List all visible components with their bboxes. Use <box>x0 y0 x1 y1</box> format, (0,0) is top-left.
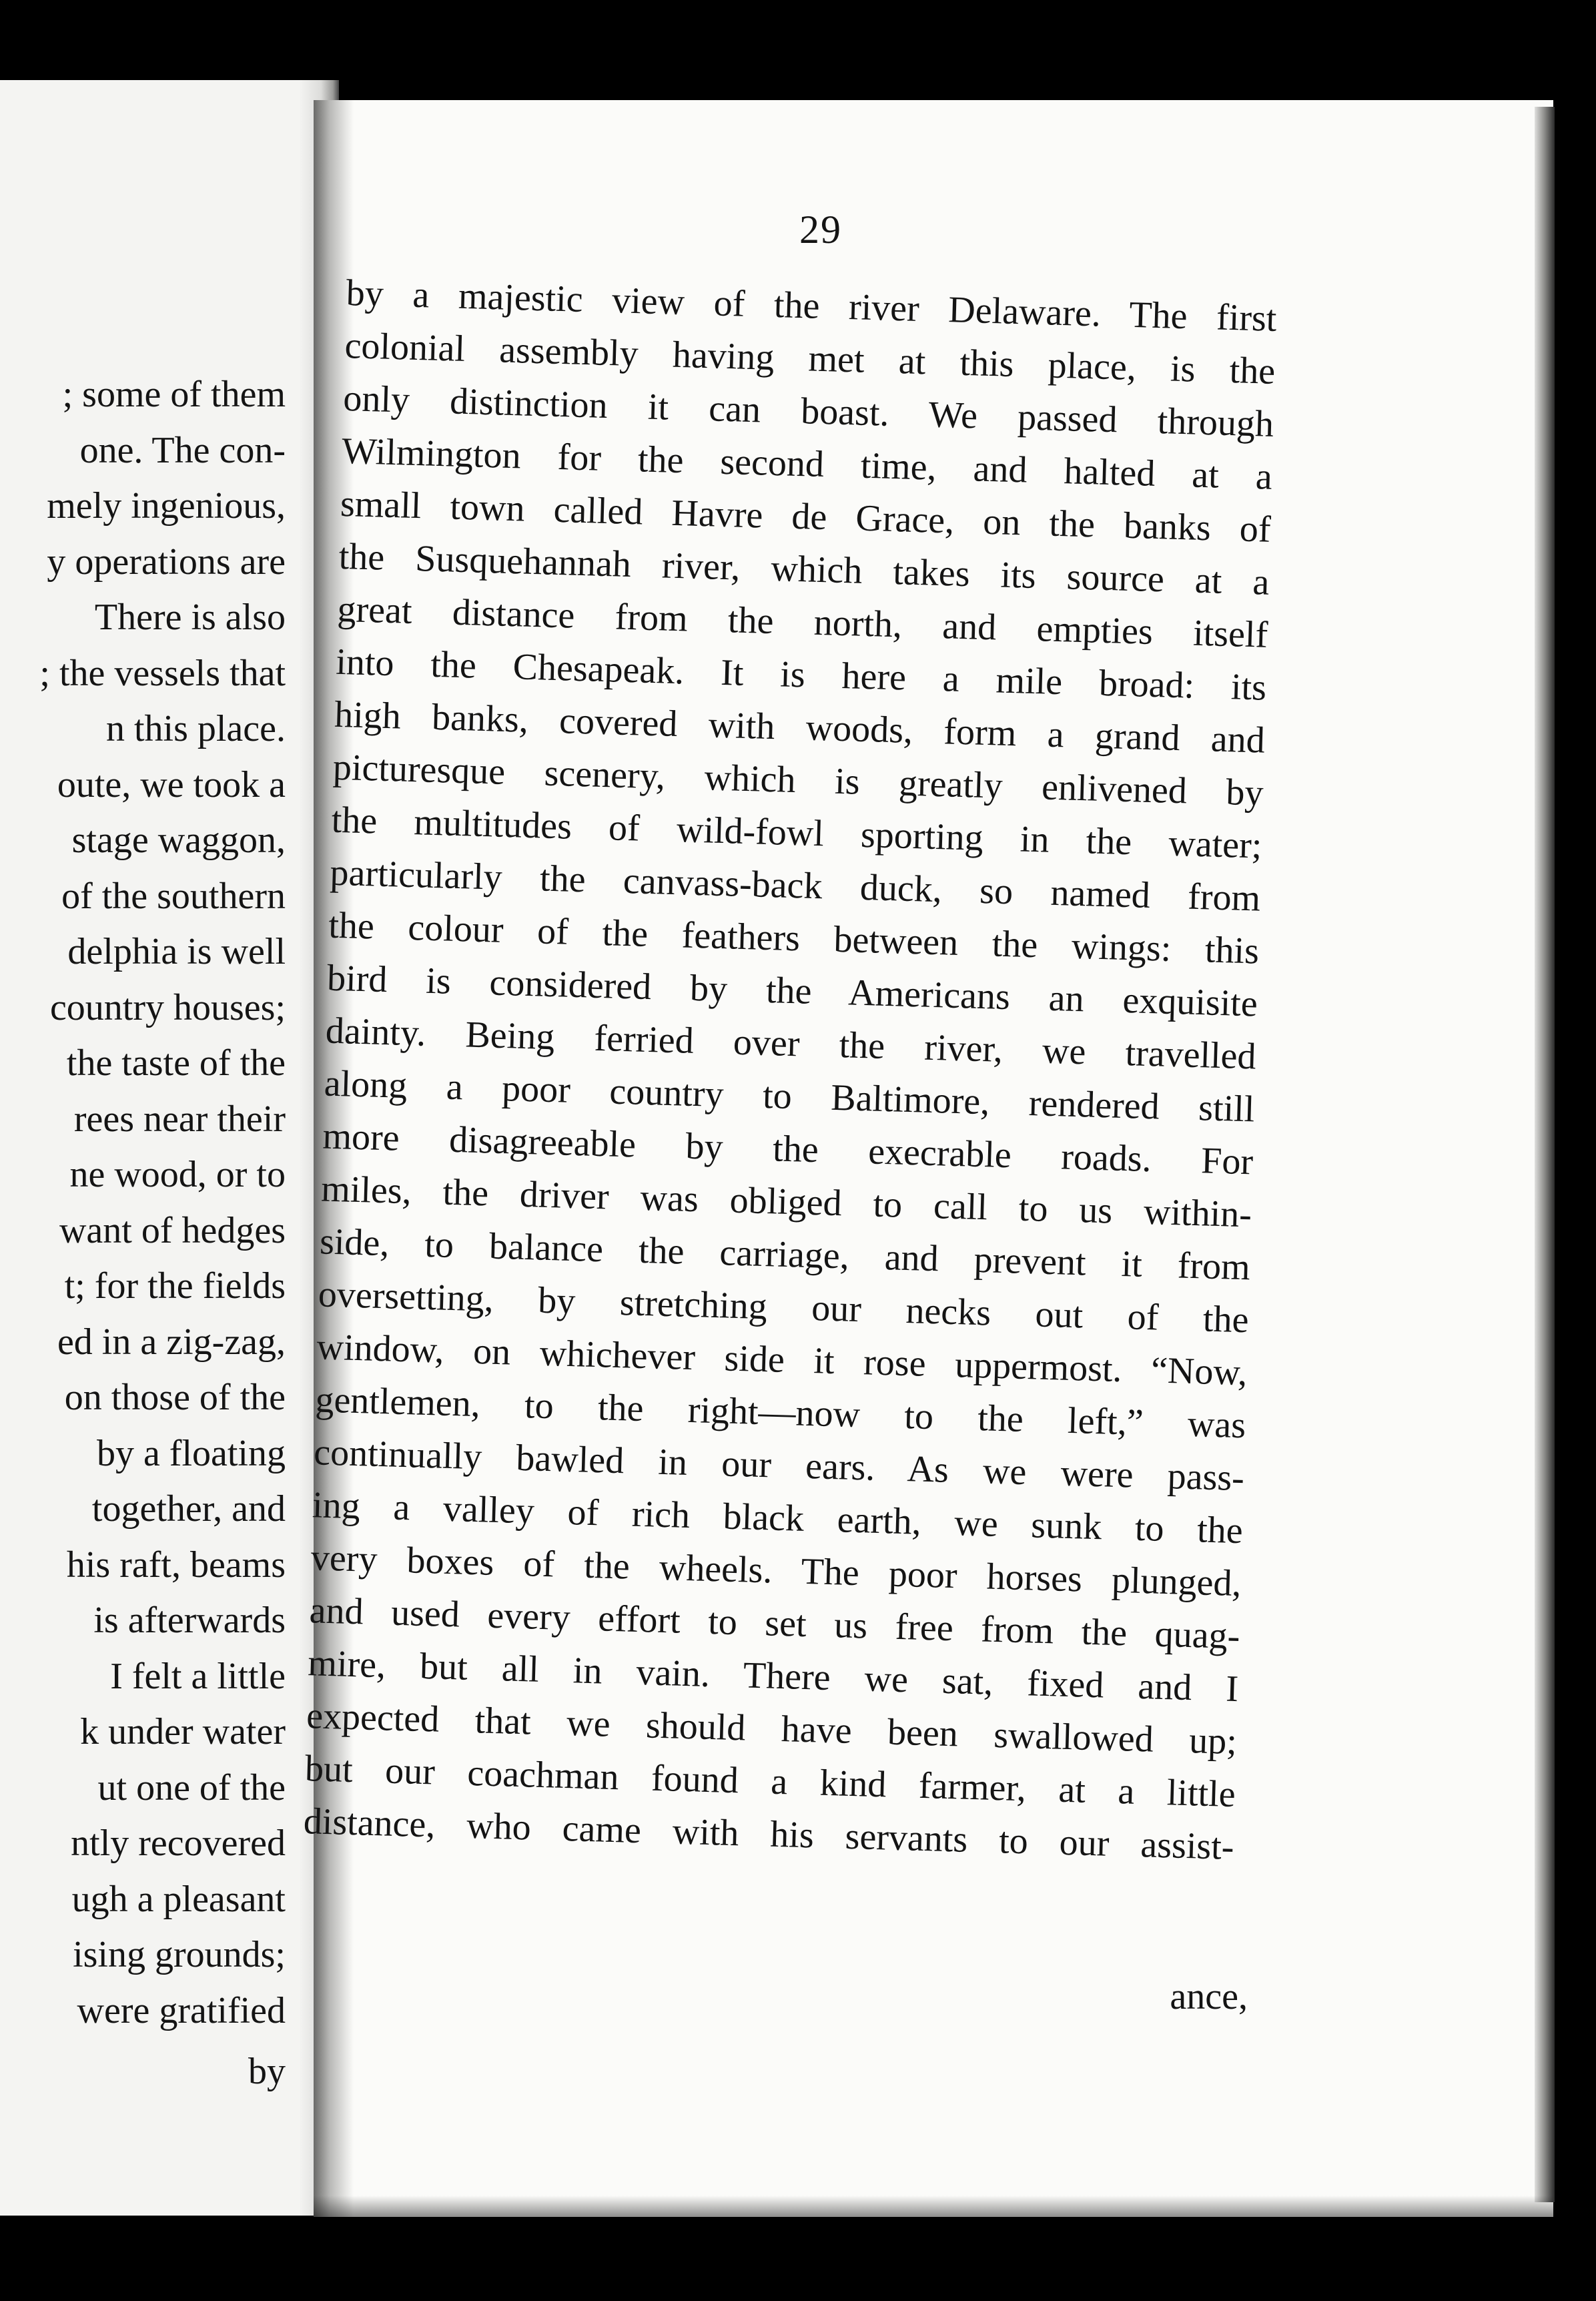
previous-page-line: There is also <box>94 597 286 638</box>
previous-page-line: want of hedges <box>59 1209 286 1251</box>
text-line: gentlemen, to the right—now to the left,” was <box>314 1379 1246 1447</box>
previous-page-line: ugh a pleasant <box>71 1878 286 1920</box>
previous-page-line: is afterwards <box>93 1600 286 1641</box>
text-line: mire, but all in vain. There we sat, fixed and I <box>307 1642 1239 1710</box>
previous-page-line: country houses; <box>49 986 286 1028</box>
text-line: but our coachman found a kind farmer, at a little <box>304 1748 1236 1816</box>
text-line: side, to balance the carriage, and prevent it from <box>319 1221 1251 1289</box>
previous-page-line: were gratified <box>77 1989 286 2031</box>
text-line: particularly the canvass-back duck, so named from <box>329 852 1261 920</box>
text-line: picturesque scenery, which is greatly enlivened by <box>332 746 1264 814</box>
previous-page-line: ed in a zig-zag, <box>57 1321 286 1363</box>
previous-page <box>0 80 327 2216</box>
text-line: and used every effort to set us free from the quag- <box>308 1590 1241 1658</box>
text-line: continually bawled in our ears. As we were pass- <box>313 1431 1245 1500</box>
previous-page-line: ; the vessels that <box>39 652 286 694</box>
previous-page-line: one. The con- <box>79 429 286 471</box>
previous-page-line: n this place. <box>105 708 286 749</box>
text-line: dainty. Being ferried over the river, we travelled <box>325 1010 1257 1078</box>
text-line: Wilmington for the second time, and halted at a <box>341 430 1273 498</box>
previous-page-line: on those of the <box>64 1377 286 1418</box>
page-bottom-shadow <box>314 2196 1553 2222</box>
page-body-text <box>303 267 1278 1874</box>
text-line: the Susquehannah river, which takes its source at a <box>338 535 1270 603</box>
text-line: miles, the driver was obliged to call to us within- <box>320 1168 1252 1236</box>
text-line: the multitudes of wild-fowl sporting in the water; <box>330 799 1263 867</box>
previous-page-text <box>0 367 286 2100</box>
text-line: window, on whichever side it rose uppermost. “Now, <box>316 1326 1248 1394</box>
previous-page-line: t; for the fields <box>64 1265 286 1307</box>
previous-page-line: y operations are <box>47 541 286 583</box>
previous-page-line: together, and <box>91 1488 286 1530</box>
page-number: 29 <box>799 208 842 252</box>
text-line: colonial assembly having met at this place, is the <box>344 324 1276 392</box>
text-line: into the Chesapeak. It is here a mile broad: its <box>335 641 1267 709</box>
text-line: small town called Havre de Grace, on the banks of <box>340 482 1272 551</box>
text-line: very boxes of the wheels. The poor horses plunged, <box>310 1537 1242 1605</box>
previous-page-line: the taste of the <box>66 1042 286 1084</box>
previous-page-line: ntly recovered <box>71 1823 286 1864</box>
page-edge <box>1535 107 1555 2202</box>
previous-page-line: ising grounds; <box>73 1934 286 1975</box>
text-line: oversetting, by stretching our necks out of the <box>318 1273 1250 1341</box>
previous-page-line: I felt a little <box>110 1655 286 1697</box>
previous-page-line: ; some of them <box>62 374 286 415</box>
text-line: by a majestic view of the river Delaware. The first <box>346 272 1278 340</box>
previous-page-line: by <box>248 2051 286 2092</box>
previous-page-line: his raft, beams <box>66 1544 286 1586</box>
previous-page-line: delphia is well <box>67 931 286 972</box>
text-line: along a poor country to Baltimore, rendered still <box>323 1062 1256 1130</box>
previous-page-line: ut one of the <box>97 1766 286 1809</box>
text-line: the colour of the feathers between the wings: this <box>328 904 1260 972</box>
previous-page-line: oute, we took a <box>57 763 286 805</box>
previous-page-line: stage waggon, <box>71 819 286 861</box>
text-line: bird is considered by the Americans an exquisite <box>326 957 1258 1025</box>
previous-page-line: mely ingenious, <box>47 485 286 527</box>
text-line: great distance from the north, and empties itself <box>336 588 1268 656</box>
text-line: expected that we should have been swallowed up; <box>306 1695 1238 1763</box>
previous-page-line: of the southern <box>61 875 286 917</box>
text-line: only distinction it can boast. We passed through <box>342 377 1274 445</box>
text-line: more disagreeable by the execrable roads. For <box>322 1115 1254 1183</box>
previous-page-line: rees near their <box>73 1098 286 1140</box>
previous-page-line: ne wood, or to <box>69 1154 286 1195</box>
text-line: high banks, covered with woods, form a grand and <box>334 693 1266 761</box>
text-line: ing a valley of rich black earth, we sunk to the <box>312 1484 1244 1552</box>
previous-page-line: by a floating <box>96 1432 286 1474</box>
catchword: ance, <box>1170 1976 1248 2017</box>
previous-page-line: k under water <box>80 1711 286 1752</box>
text-line: distance, who came with his servants to our assist- <box>303 1800 1235 1869</box>
